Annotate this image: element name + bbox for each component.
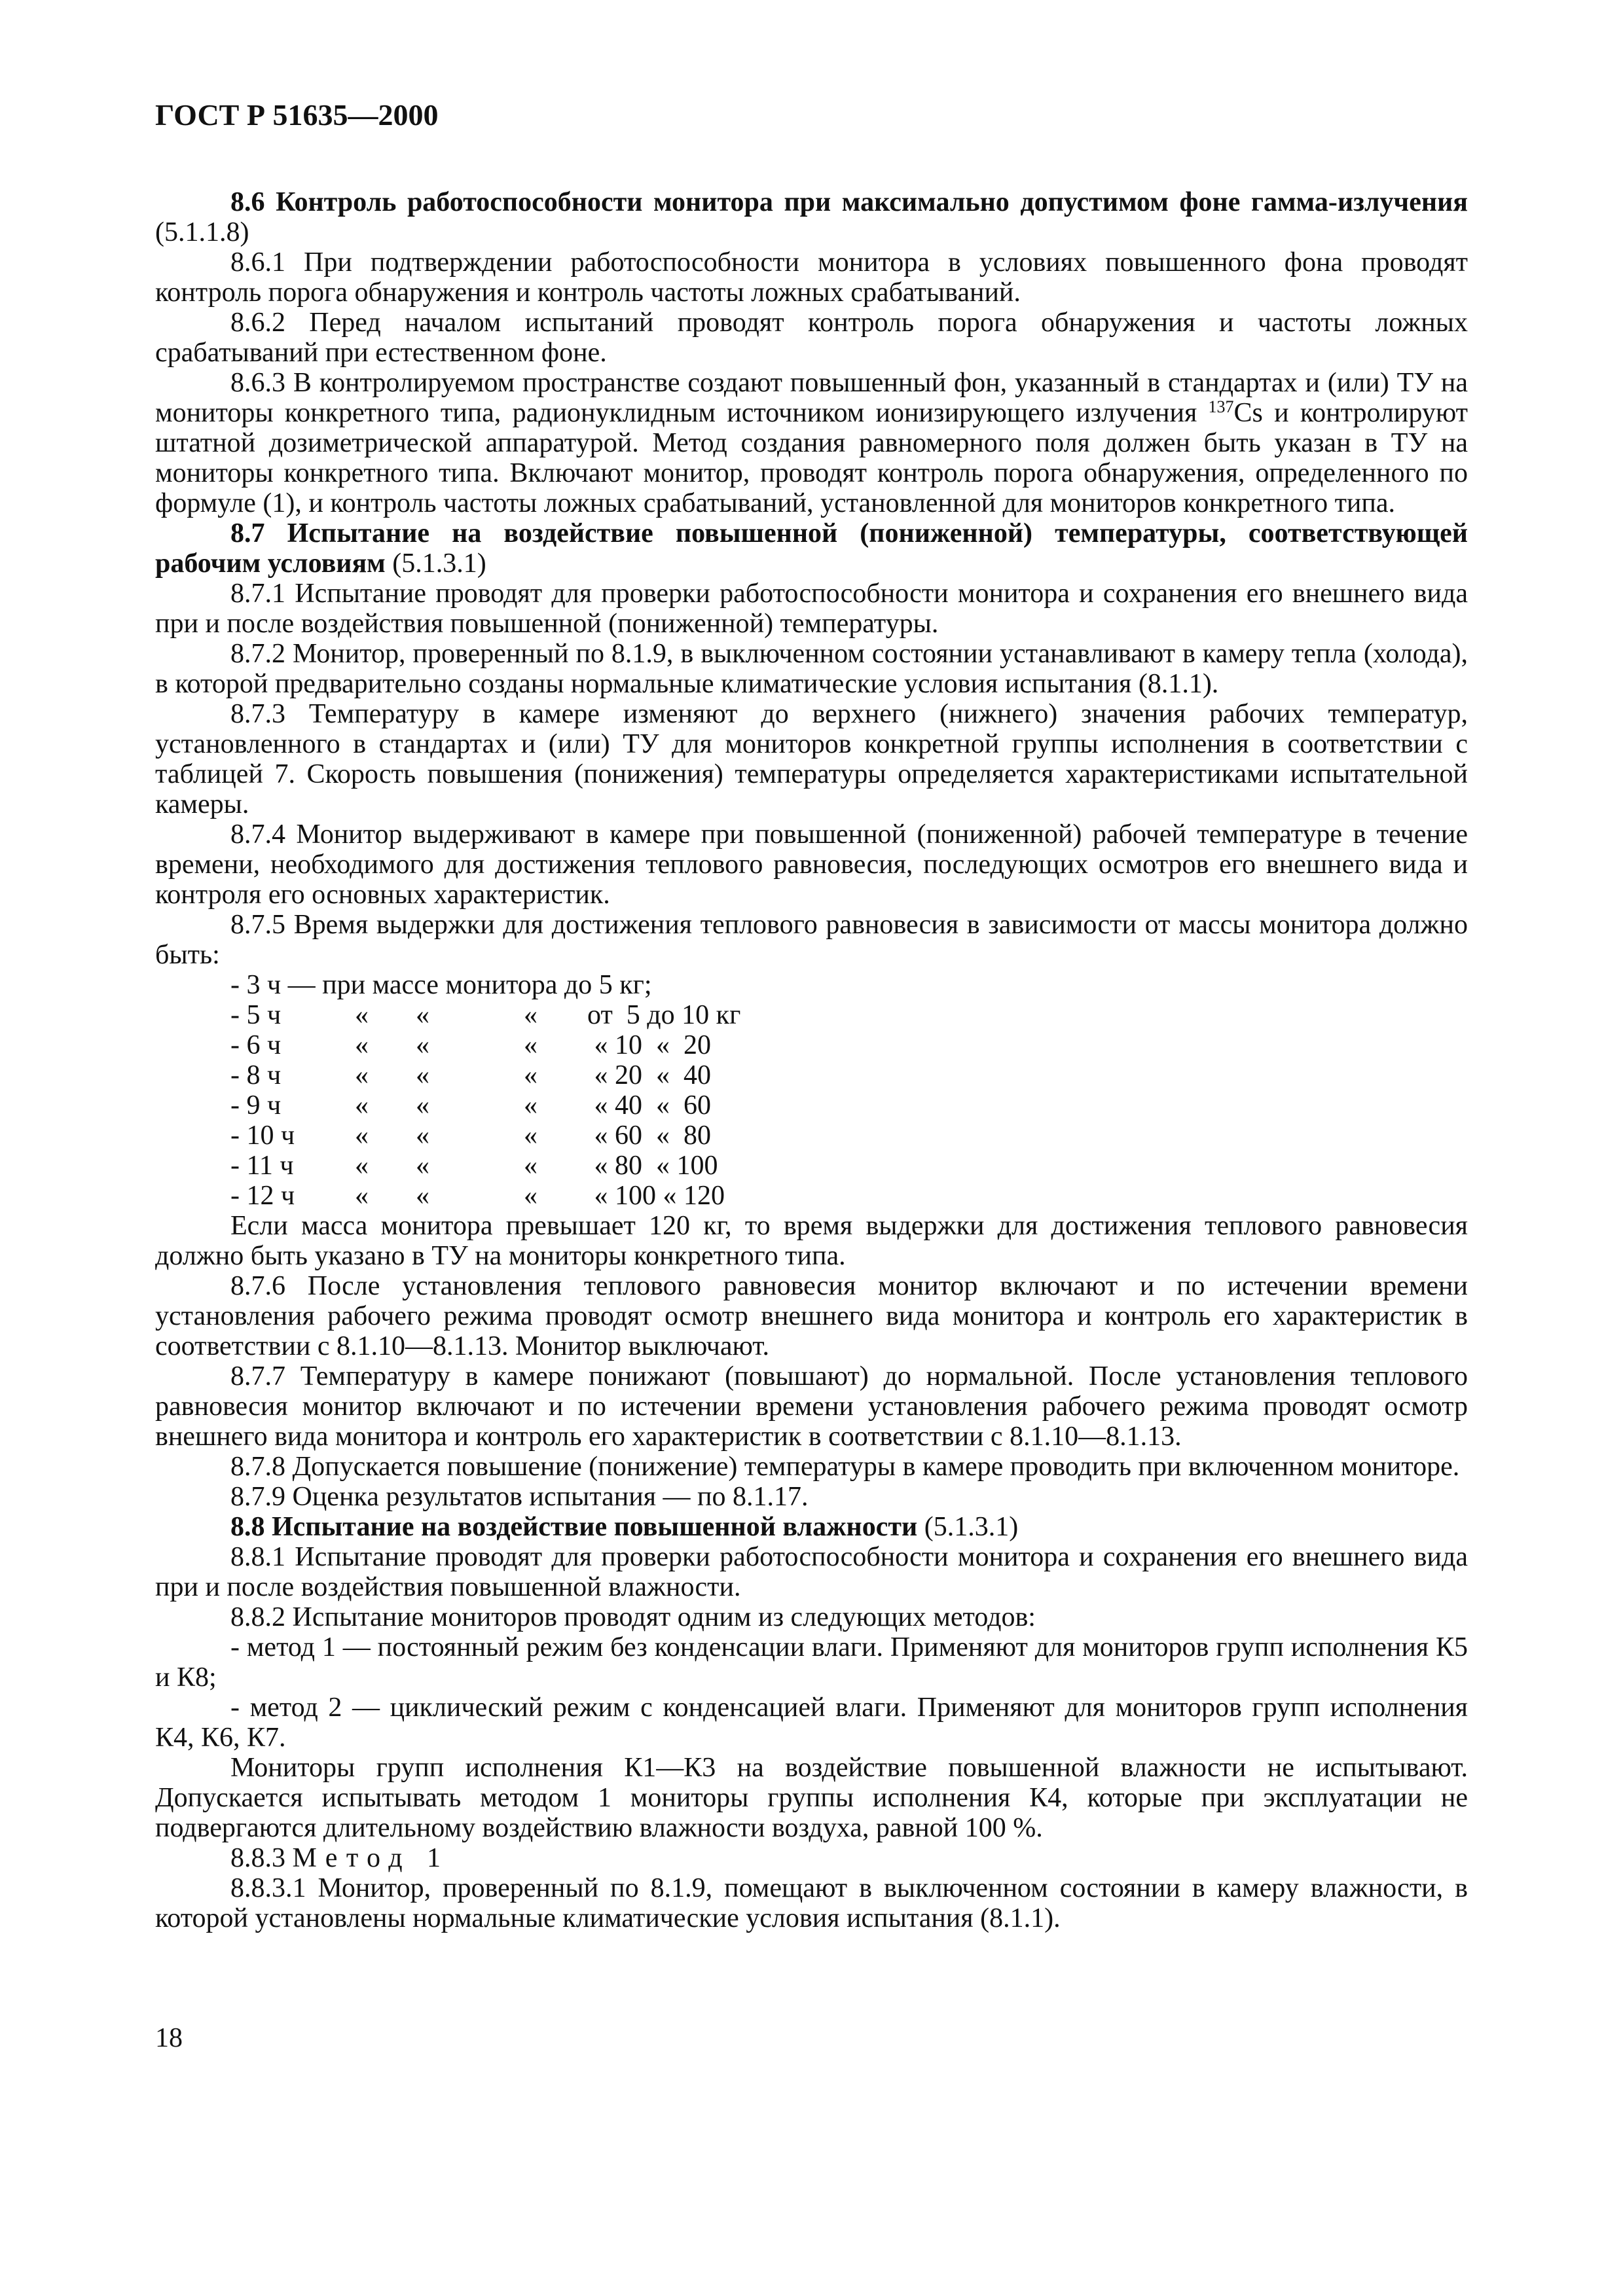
mass-range: « 60 « 80	[587, 1121, 711, 1151]
holding-time-row	[155, 1090, 1468, 1121]
mass-range: « 10 « 20	[587, 1030, 711, 1060]
ditto-mark: «	[524, 1060, 538, 1090]
section-8-8-heading	[155, 1512, 1468, 1542]
method-2-item: - метод 2 — циклический режим с конденсацией влаги. Применяют для мониторов групп исполнения К4, К6, К7.	[155, 1693, 1468, 1753]
ditto-mark: «	[416, 1030, 429, 1060]
document-page	[155, 98, 1468, 1933]
method-1-item: - метод 1 — постоянный режим без конденсации влаги. Применяют для мониторов групп исполнения К5 и К8;	[155, 1632, 1468, 1693]
holding-time-value: - 6 ч	[230, 1030, 282, 1060]
paragraph-8-7-7: 8.7.7 Температуру в камере понижают (повышают) до нормальной. После установления теплового равновесия монитор включают и по истечении времени установления рабочего режима проводят осмотр внешнего вида монитора и контроль его характеристик в соответствии с 8.1.10—8.1.13.	[155, 1361, 1468, 1452]
ditto-mark: «	[416, 1181, 429, 1211]
holding-time-row	[155, 1121, 1468, 1151]
paragraph-8-7-5: 8.7.5 Время выдержки для достижения теплового равновесия в зависимости от массы монитора должно быть:	[155, 910, 1468, 970]
paragraph-8-7-4: 8.7.4 Монитор выдерживают в камере при повышенной (пониженной) рабочей температуре в течение времени, необходимого для достижения теплового равновесия, последующих осмотров его внешнего вида и контроля его основных характеристик.	[155, 819, 1468, 910]
section-8-7-ref: (5.1.3.1)	[392, 548, 486, 579]
holding-time-row	[155, 1060, 1468, 1090]
ditto-mark: «	[524, 1000, 538, 1030]
mass-range: от 5 до 10 кг	[587, 1000, 741, 1030]
holding-time-row	[155, 1151, 1468, 1181]
ditto-mark: «	[524, 1090, 538, 1121]
holding-time-list	[155, 970, 1468, 1211]
ditto-mark: «	[524, 1121, 538, 1151]
paragraph-8-7-1: 8.7.1 Испытание проводят для проверки работоспособности монитора и сохранения его внешнего вида при и после воздействия повышенной (пониженной) температуры.	[155, 579, 1468, 639]
ditto-mark: «	[355, 1000, 369, 1030]
section-8-8-title: 8.8 Испытание на воздействие повышенной влажности	[230, 1512, 918, 1542]
holding-time-value: - 5 ч	[230, 1000, 282, 1030]
paragraph-8-7-8: 8.7.8 Допускается повышение (понижение) температуры в камере проводить при включенном мониторе.	[230, 1452, 1460, 1482]
paragraph-8-6-1: 8.6.1 При подтверждении работоспособности монитора в условиях повышенного фона проводят контроль порога обнаружения и контроль частоты ложных срабатываний.	[155, 247, 1468, 308]
holding-time-row	[155, 1030, 1468, 1060]
ditto-mark: «	[355, 1121, 369, 1151]
holding-time-value: - 11 ч	[230, 1151, 294, 1181]
ditto-mark: «	[416, 1090, 429, 1121]
ditto-mark: «	[355, 1030, 369, 1060]
isotope-mass-number: 137	[1208, 397, 1234, 416]
paragraph-8-8-3-1: 8.8.3.1 Монитор, проверенный по 8.1.9, помещают в выключенном состоянии в камеру влажности, в которой установлены нормальные климатические условия испытания (8.1.1).	[155, 1873, 1468, 1933]
paragraph-8-6-3	[155, 368, 1468, 518]
holding-time-row	[155, 1000, 1468, 1030]
section-8-6-heading	[155, 187, 1468, 247]
paragraph-8-7-3: 8.7.3 Температуру в камере изменяют до верхнего (нижнего) значения рабочих температур, установленного в стандартах и (или) ТУ для мониторов конкретной группы исполнения в соответствии с таблицей 7. Скорость повышения (понижения) температуры определяется характеристиками испытательной камеры.	[155, 699, 1468, 819]
paragraph-8-7-9: 8.7.9 Оценка результатов испытания — по 8.1.17.	[230, 1482, 809, 1512]
ditto-mark: «	[524, 1181, 538, 1211]
holding-time-row	[155, 1181, 1468, 1211]
ditto-mark: «	[416, 1000, 429, 1030]
holding-time-value: - 12 ч	[230, 1181, 295, 1211]
paragraph-8-8-3	[155, 1843, 1468, 1873]
section-8-6-title: 8.6 Контроль работоспособности монитора при максимально допустимом фоне гамма-излучения	[230, 187, 1468, 217]
ditto-mark: «	[416, 1060, 429, 1090]
ditto-mark: «	[524, 1030, 538, 1060]
paragraph-8-8-1: 8.8.1 Испытание проводят для проверки работоспособности монитора и сохранения его внешнего вида при и после воздействия повышенной влажности.	[155, 1542, 1468, 1602]
ditto-mark: «	[355, 1181, 369, 1211]
ditto-mark: «	[355, 1060, 369, 1090]
page-number: 18	[155, 2023, 183, 2053]
paragraph-8-8-2: 8.8.2 Испытание мониторов проводят одним из следующих методов:	[230, 1602, 1036, 1632]
holding-time-value: - 10 ч	[230, 1121, 295, 1151]
mass-range: « 40 « 60	[587, 1090, 711, 1121]
humidity-note: Мониторы групп исполнения К1—К3 на воздействие повышенной влажности не испытывают. Допускается испытывать методом 1 мониторы группы исполнения К4, которые при эксплуатации не подвергаются длительному воздействию влажности воздуха, равной 100 %.	[155, 1753, 1468, 1843]
section-8-7-heading	[155, 518, 1468, 579]
section-8-7-title: 8.7 Испытание на воздействие повышенной (пониженной) температуры, соответствующей рабочим условиям	[155, 518, 1468, 579]
paragraph-8-7-6: 8.7.6 После установления теплового равновесия монитор включают и по истечении времени установления рабочего режима проводят осмотр внешнего вида монитора и контроль его характеристик в соответствии с 8.1.10—8.1.13. Монитор выключают.	[155, 1271, 1468, 1361]
paragraph-8-7-2: 8.7.2 Монитор, проверенный по 8.1.9, в выключенном состоянии устанавливают в камеру тепла (холода), в которой предварительно созданы нормальные климатические условия испытания (8.1.1).	[155, 639, 1468, 699]
paragraph-8-7-5-continuation: Если масса монитора превышает 120 кг, то время выдержки для достижения теплового равновесия должно быть указано в ТУ на мониторы конкретного типа.	[155, 1211, 1468, 1271]
section-8-6-ref: (5.1.1.8)	[155, 217, 249, 247]
ditto-mark: «	[416, 1151, 429, 1181]
ditto-mark: «	[416, 1121, 429, 1151]
paragraph-8-8-3-title: Метод 1	[292, 1843, 450, 1873]
paragraph-8-8-3-number: 8.8.3	[230, 1843, 285, 1873]
paragraph-8-6-3-part-a: 8.6.3 В контролируемом пространстве создают повышенный фон, указанный в стандартах и (или) ТУ на мониторы конкретного типа, радионуклидным источником ионизирующего излучения	[155, 368, 1468, 428]
paragraph-8-6-3-part-b: Cs и контролируют штатной дозиметрической аппаратурой. Метод создания равномерного поля должен быть указан в ТУ на мониторы конкретного типа. Включают монитор, проводят контроль порога обнаружения, определенного по формуле (1), и контроль частоты ложных срабатываний, установленной для мониторов конкретного типа.	[155, 398, 1468, 518]
ditto-mark: «	[355, 1151, 369, 1181]
ditto-mark: «	[355, 1090, 369, 1121]
ditto-mark: «	[524, 1151, 538, 1181]
mass-range: « 80 « 100	[587, 1151, 718, 1181]
holding-time-first-text: - 3 ч — при массе монитора до 5 кг;	[230, 970, 652, 1000]
document-id-header: ГОСТ Р 51635—2000	[155, 98, 439, 132]
mass-range: « 20 « 40	[587, 1060, 711, 1090]
holding-time-value: - 8 ч	[230, 1060, 282, 1090]
holding-time-value: - 9 ч	[230, 1090, 282, 1121]
section-8-8-ref: (5.1.3.1)	[924, 1512, 1019, 1542]
paragraph-8-6-2: 8.6.2 Перед началом испытаний проводят контроль порога обнаружения и частоты ложных срабатываний при естественном фоне.	[155, 308, 1468, 368]
mass-range: « 100 « 120	[587, 1181, 725, 1211]
holding-time-first-row	[155, 970, 1468, 1000]
